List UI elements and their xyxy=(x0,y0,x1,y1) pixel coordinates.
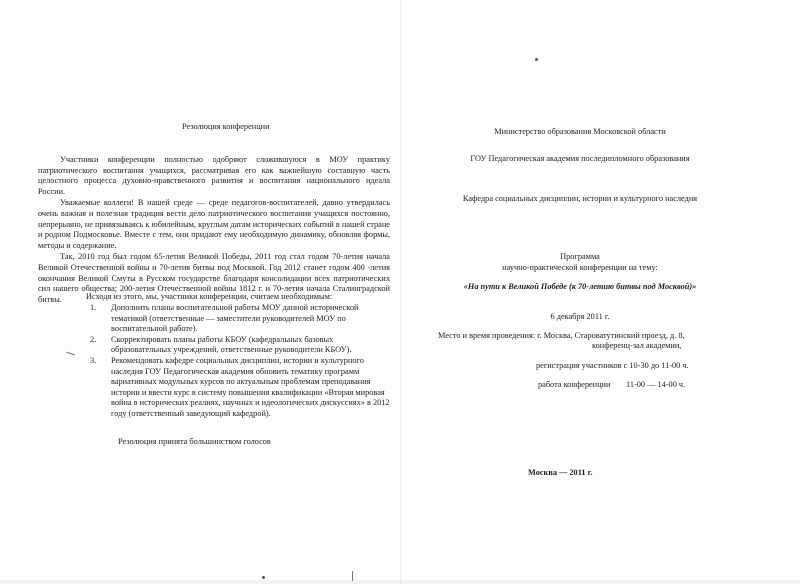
page-fold-line xyxy=(400,0,401,584)
scan-edge-shadow xyxy=(0,580,800,584)
conference-work-time: 11-00 — 14-00 ч. xyxy=(626,380,686,389)
list-item-text: Скорректировать планы работы КБОУ (кафедральных базовых образовательных учреждений, ответственные руководители КБОУ). xyxy=(111,334,352,355)
program-label: Программа xyxy=(560,252,600,261)
scan-speck xyxy=(262,576,265,579)
ministry-name: Министерство образования Московской области xyxy=(494,127,666,136)
list-item xyxy=(90,335,390,356)
program-description: научно-практической конференции на тему: xyxy=(502,263,658,272)
list-item-number: 3. xyxy=(90,355,97,365)
department-name: Кафедра социальных дисциплин, истории и культурного наследия xyxy=(462,194,698,203)
list-item-number: 2. xyxy=(90,334,97,344)
registration-time: регистрация участников с 10-30 до 11-00 ч. xyxy=(536,361,689,370)
scan-mark xyxy=(352,571,353,581)
resolution-footer: Резолюция принята большинством голосов xyxy=(118,437,271,446)
venue-line-1: Место и время проведения: г. Москва, Староватутинский проезд, д. 8, xyxy=(438,331,685,340)
conference-title: «На пути к Великой Победе (к 70-летию битвы под Москвой)» xyxy=(463,282,697,291)
resolution-title: Резолюция конференции xyxy=(182,122,270,131)
resolution-paragraph-1: Участники конференции полностью одобряют сложившуюся в МОУ практику патриотического воспитания учащихся, рассматривая его как важнейшую составную часть целостного процесса духовно-нравственного развития и воспитания национального идеала России. xyxy=(38,155,390,196)
city-year: Москва — 2011 г. xyxy=(528,468,593,477)
scan-mark xyxy=(66,352,75,356)
list-item xyxy=(90,303,390,335)
conference-work-label: работа конференции xyxy=(538,380,611,389)
academy-name: ГОУ Педагогическая академия последипломного образования xyxy=(470,154,690,163)
resolution-lead-in: Исходя из этого, мы, участники конференции, считаем необходимым: xyxy=(86,292,333,301)
conference-date: 6 декабря 2011 г. xyxy=(550,312,610,321)
resolution-paragraph-2: Уважаемые коллеги! В нашей среде — среде педагогов-воспитателей, давно утвердилась очень важная и полезная традиция вести дело патриотического воспитания учащихся постоянно, непрерывно, не привязываясь к юбилейным, круглым датам исторических событий в нашей стране и родном Подмосковье. Вместе с тем, они придают ему необходимую динамику, обновляя формы, методы и содержание. xyxy=(38,198,390,250)
resolution-list xyxy=(90,303,390,420)
list-item-text: Дополнить планы воспитательной работы МОУ данной исторической тематикой (ответственные — заместители руководителей МОУ по воспитательной работе). xyxy=(111,303,359,334)
list-item xyxy=(90,356,390,420)
resolution-body xyxy=(38,155,390,305)
venue-line-2: конференц-зал академии, xyxy=(592,341,682,350)
list-item-number: 1. xyxy=(90,303,97,312)
list-item-text: Рекомендовать кафедре социальных дисциплин, истории и культурного наследия ГОУ Педагогическая академия обновить тематику программ вариативных модульных курсов по актуальным проблемам преподавания истории и ввести курс в систему повышения квалификации «Вторая мировая война в исторических реалиях, научных и идеологических дискуссиях» в 2012 году (ответственный заведующий кафедрой). xyxy=(111,355,390,418)
scan-speck xyxy=(535,58,538,61)
resolution-paragraph-3: Так, 2010 год был годом 65-летия Великой Победы, 2011 год стал годом 70-летия начала Великой Отечественной войны и 70-летия битвы под Москвой. Год 2012 станет годом 400 -летия окончания Великой Смуты в Русском государстве благодаря консолидации всех патриотических сил нашего общества; 200-летия Отечественной войны 1812 г. и 70-летия начала Сталинградской битвы. xyxy=(38,252,390,304)
